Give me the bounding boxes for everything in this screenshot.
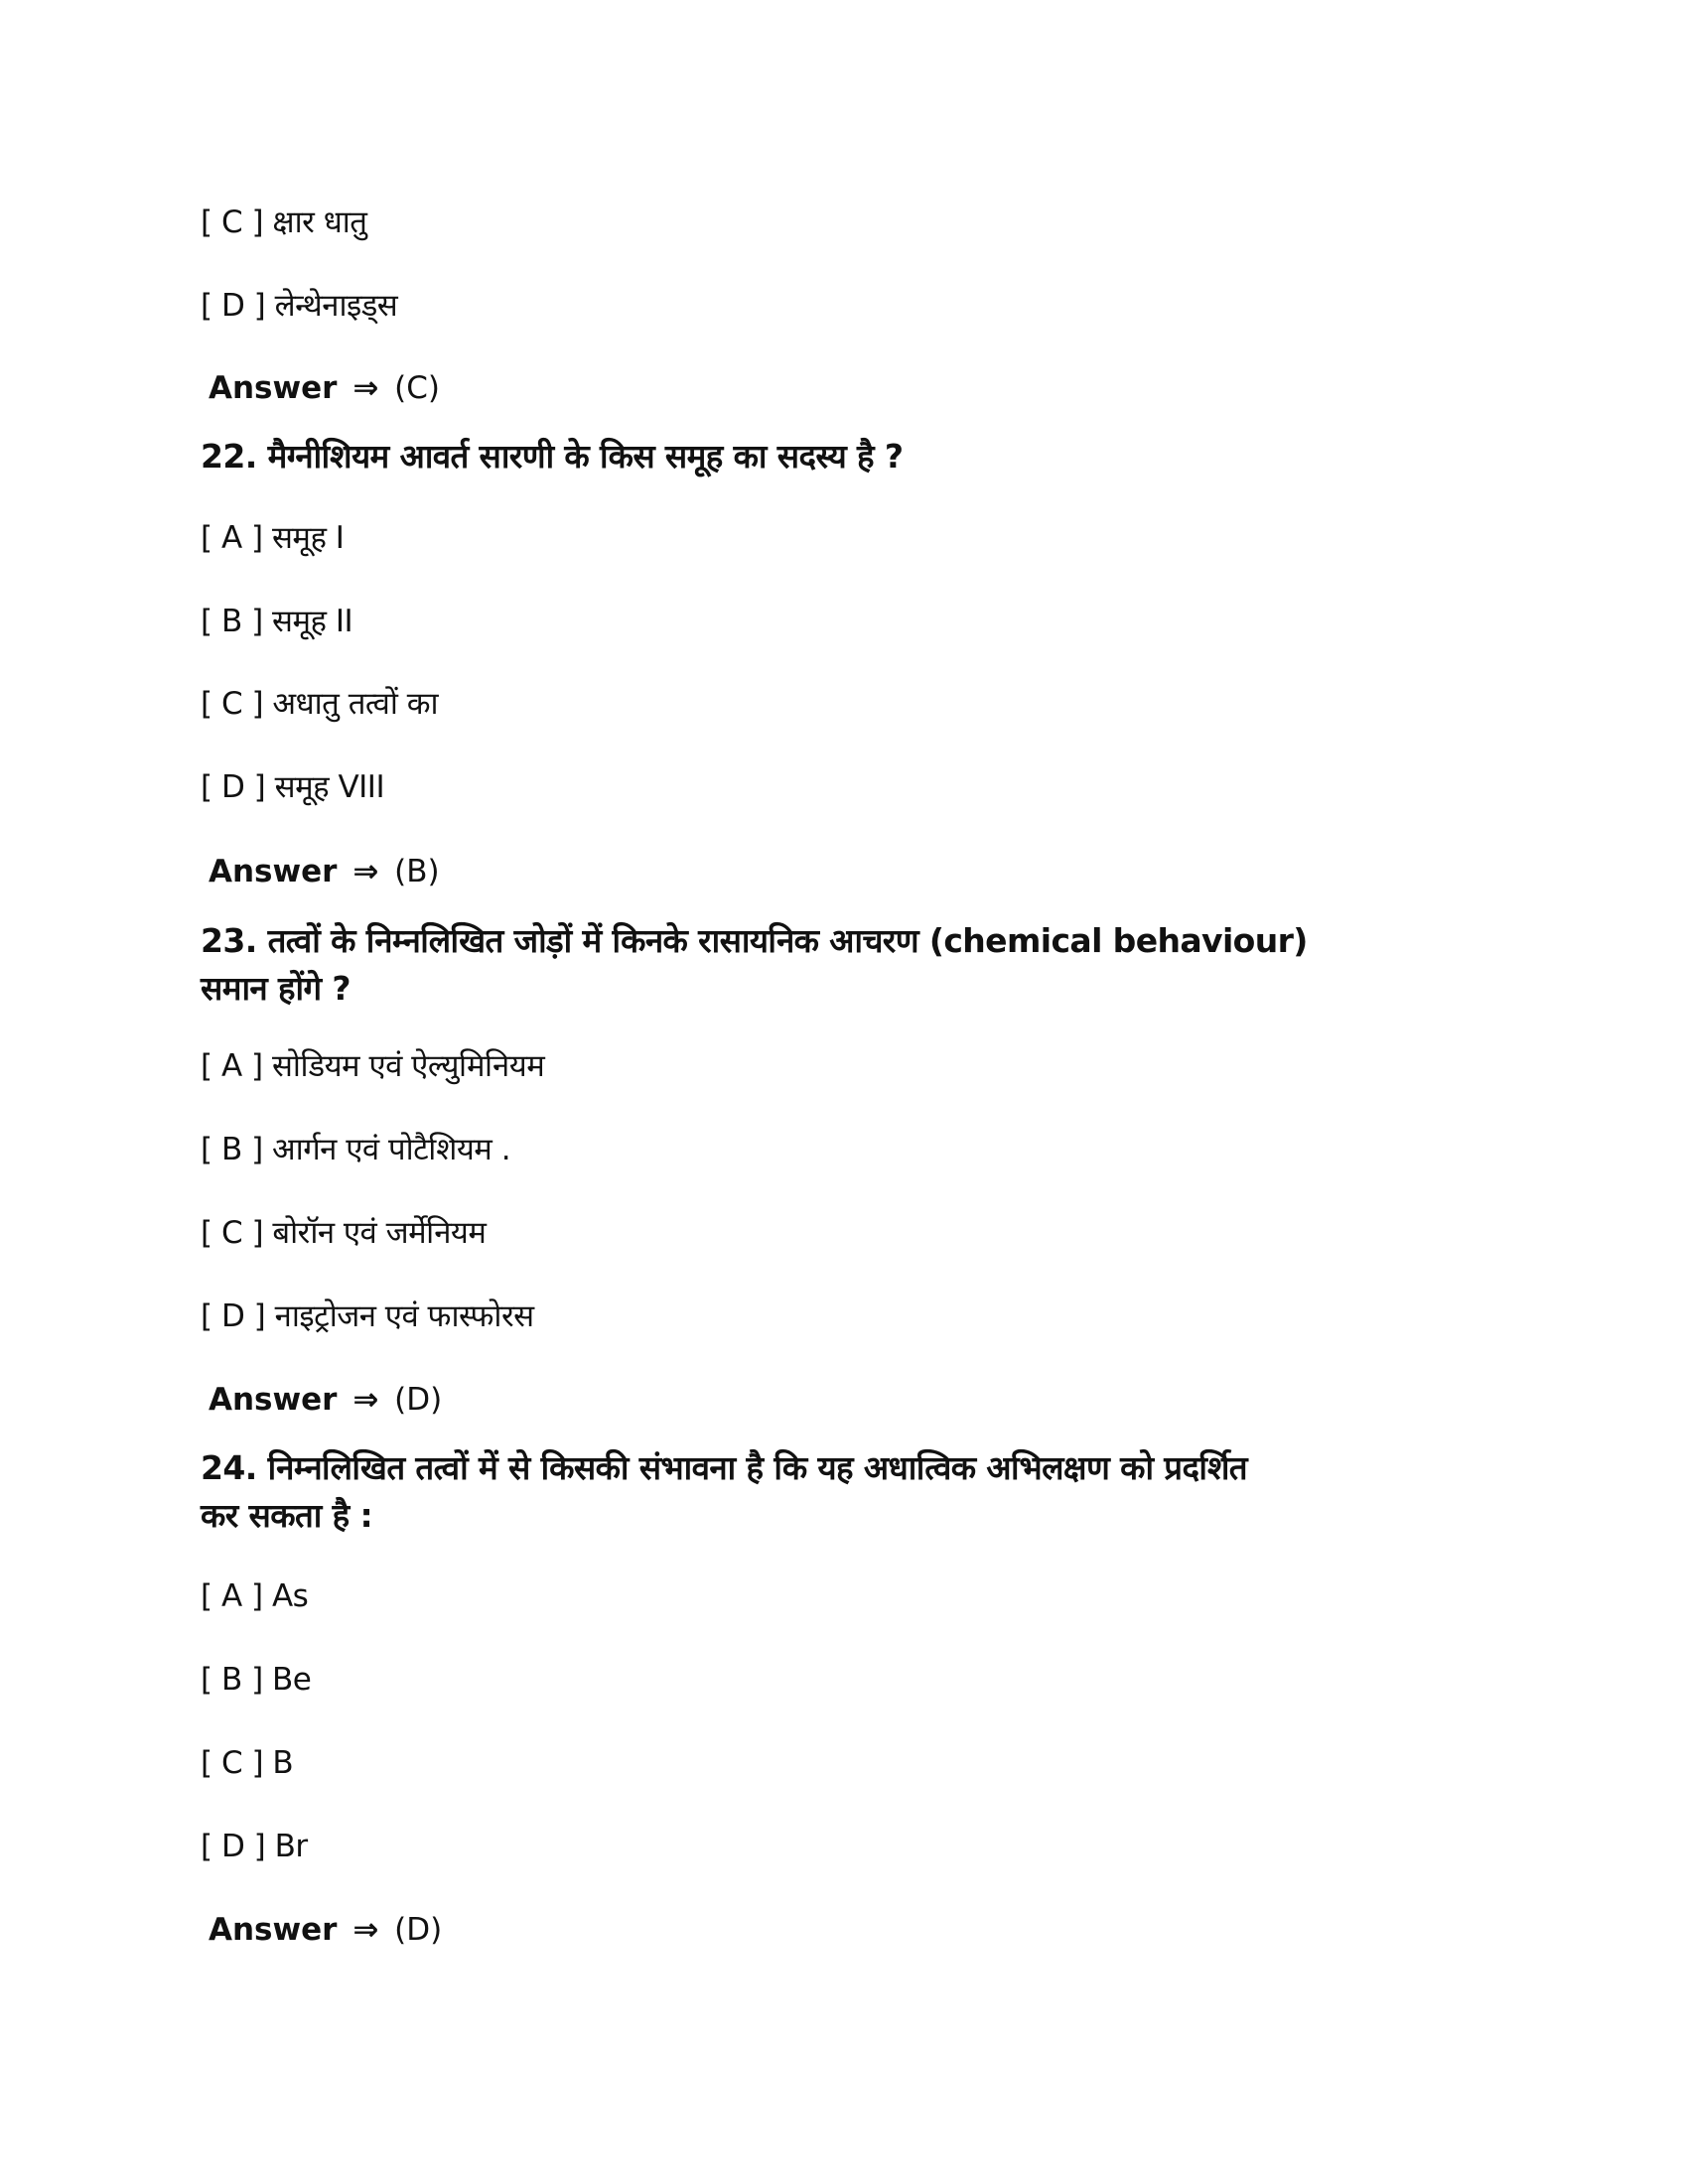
option-a <box>201 520 344 557</box>
answer-value: (D) <box>394 1382 443 1418</box>
option-c <box>201 1215 486 1252</box>
answer-line <box>209 854 440 890</box>
question-number: 23. <box>201 921 257 960</box>
question-text-line-1: निम्नलिखित तत्वों में से किसकी संभावना है कि यह अधात्विक अभिलक्षण को प्रदर्शित <box>267 1448 1247 1487</box>
option-d <box>201 288 397 325</box>
option-text: लेन्थेनाइड्स <box>274 288 398 324</box>
answer-line <box>209 1912 442 1949</box>
double-arrow-icon: ⇒ <box>352 370 379 406</box>
answer-value: (C) <box>394 370 441 406</box>
option-key: [ B ] <box>201 1132 263 1167</box>
option-text: समूह II <box>272 604 353 639</box>
double-arrow-icon: ⇒ <box>352 1382 379 1418</box>
question-23 <box>201 917 1491 1013</box>
answer-line <box>209 1382 442 1419</box>
option-text: अधातु तत्वों का <box>272 686 439 722</box>
option-text: बोरॉन एवं जर्मेनियम <box>272 1215 487 1251</box>
question-22 <box>201 433 1491 480</box>
option-text: As <box>271 1578 309 1614</box>
option-key: [ B ] <box>201 604 263 639</box>
option-key: [ C ] <box>201 1745 264 1781</box>
option-key: [ D ] <box>201 1829 266 1864</box>
option-b <box>201 1662 311 1699</box>
option-text: Be <box>272 1662 312 1698</box>
question-text: मैग्नीशियम आवर्त सारणी के किस समूह का सदस्य है ? <box>267 437 904 476</box>
option-key: [ D ] <box>201 1298 266 1334</box>
option-key: [ C ] <box>201 205 264 240</box>
answer-label: Answer <box>209 370 338 406</box>
option-text: समूह I <box>271 520 345 556</box>
question-24 <box>201 1444 1491 1540</box>
question-text-line-1: तत्वों के निम्नलिखित जोड़ों में किनके रासायनिक आचरण (chemical behaviour) <box>267 921 1308 960</box>
question-number: 24. <box>201 1448 257 1487</box>
option-key: [ D ] <box>201 288 266 324</box>
option-key: [ B ] <box>201 1662 263 1698</box>
question-number: 22. <box>201 437 257 476</box>
option-d <box>201 1298 534 1335</box>
answer-label: Answer <box>209 1382 338 1418</box>
question-text-line-2: समान होंगे ? <box>201 969 351 1008</box>
option-text: नाइट्रोजन एवं फास्फोरस <box>274 1298 534 1334</box>
option-c <box>201 1745 293 1782</box>
option-key: [ A ] <box>201 1048 263 1084</box>
option-b <box>201 604 352 640</box>
double-arrow-icon: ⇒ <box>352 1912 379 1948</box>
option-key: [ D ] <box>201 769 266 805</box>
option-text: Br <box>274 1829 308 1864</box>
option-text: समूह VIII <box>274 769 385 805</box>
option-text: सोडियम एवं ऐल्युमिनियम <box>271 1048 545 1084</box>
option-text: आर्गन एवं पोटैशियम . <box>272 1132 511 1167</box>
answer-label: Answer <box>209 854 338 889</box>
option-text: क्षार धातु <box>272 205 367 240</box>
double-arrow-icon: ⇒ <box>352 854 379 889</box>
option-key: [ A ] <box>201 1578 263 1614</box>
option-c <box>201 205 366 241</box>
answer-value: (D) <box>394 1912 443 1948</box>
option-a <box>201 1578 308 1615</box>
option-b <box>201 1132 510 1168</box>
option-key: [ A ] <box>201 520 263 556</box>
answer-label: Answer <box>209 1912 338 1948</box>
option-key: [ C ] <box>201 686 264 722</box>
question-text-line-2: कर सकता है : <box>201 1496 373 1535</box>
option-key: [ C ] <box>201 1215 264 1251</box>
answer-line <box>209 370 440 407</box>
option-a <box>201 1048 544 1085</box>
answer-value: (B) <box>394 854 440 889</box>
option-text: B <box>272 1745 294 1781</box>
option-c <box>201 686 438 723</box>
option-d <box>201 1829 308 1865</box>
option-d <box>201 769 384 806</box>
